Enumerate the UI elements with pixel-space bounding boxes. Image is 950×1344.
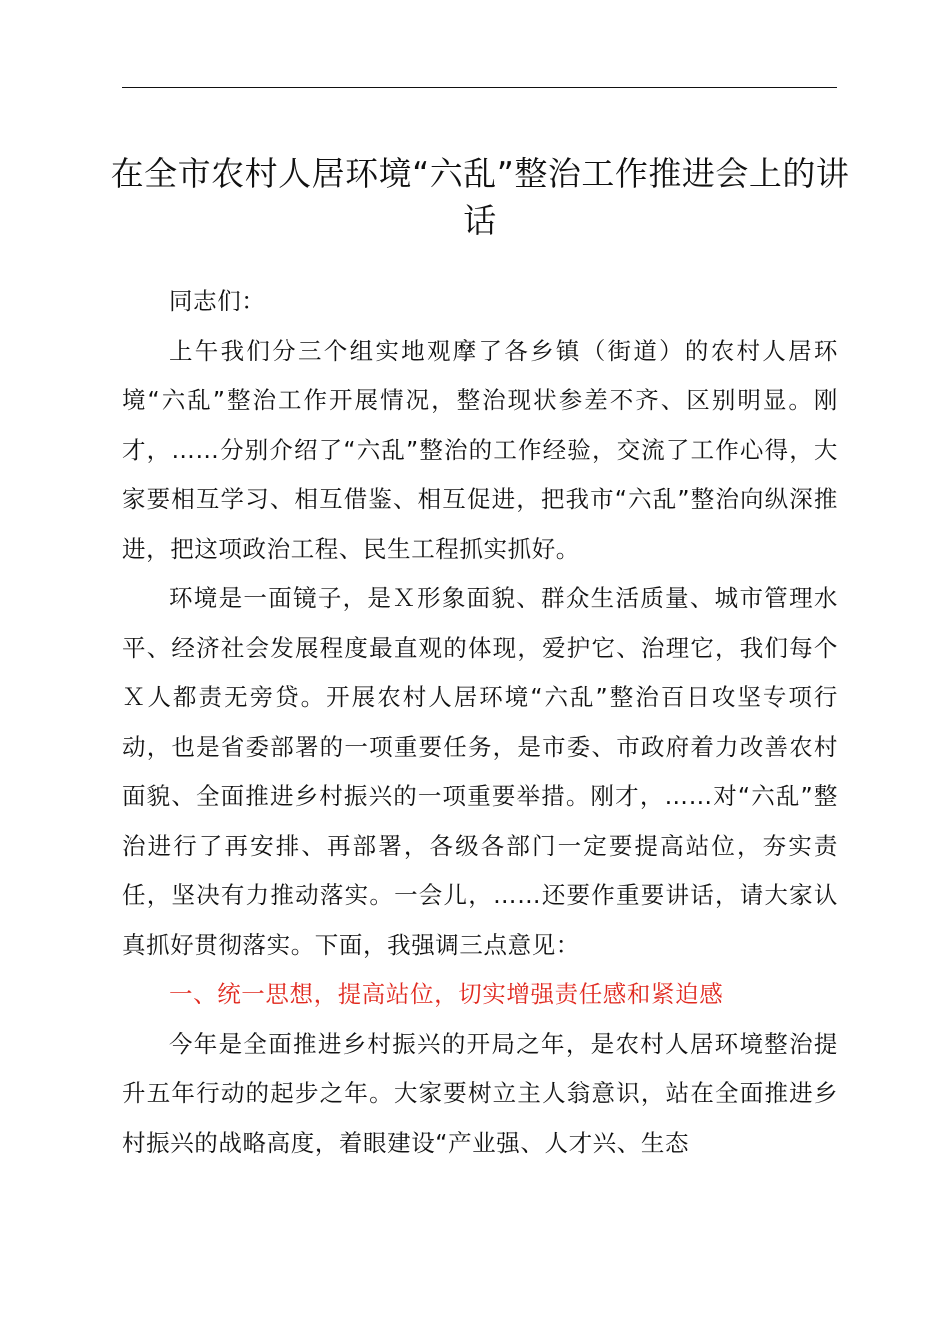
- document-body: [122, 277, 838, 1168]
- paragraph-1: 上午我们分三个组实地观摩了各乡镇（街道）的农村人居环境“六乱”整治工作开展情况，整治现状参差不齐、区别明显。刚才，……分别介绍了“六乱”整治的工作经验，交流了工作心得，大家要相互学习、相互借鉴、相互促进，把我市“六乱”整治向纵深推进，把这项政治工程、民生工程抓实抓好。: [122, 336, 838, 563]
- paragraph-2: 环境是一面镜子，是Ｘ形象面貌、群众生活质量、城市管理水平、经济社会发展程度最直观的体现，爱护它、治理它，我们每个Ｘ人都责无旁贷。开展农村人居环境“六乱”整治百日攻坚专项行动，也是省委部署的一项重要任务，是市委、市政府着力改善农村面貌、全面推进乡村振兴的一项重要举措。刚才，……对“六乱”整治进行了再安排、再部署，各级各部门一定要提高站位，夯实责任，坚决有力推动落实。一会儿，……还要作重要讲话，请大家认真抓好贯彻落实。下面，我强调三点意见：: [122, 584, 838, 959]
- section-heading-1: 一、统一思想，提高站位，切实增强责任感和紧迫感: [169, 980, 724, 1008]
- document-title: 在全市农村人居环境“六乱”整治工作推进会上的讲话: [110, 154, 850, 240]
- header-rule: [122, 87, 837, 88]
- paragraph-3: 今年是全面推进乡村振兴的开局之年，是农村人居环境整治提升五年行动的起步之年。大家要树立主人翁意识，站在全面推进乡村振兴的战略高度，着眼建设“产业强、人才兴、生态: [122, 1029, 838, 1157]
- salutation: 同志们：: [169, 287, 266, 315]
